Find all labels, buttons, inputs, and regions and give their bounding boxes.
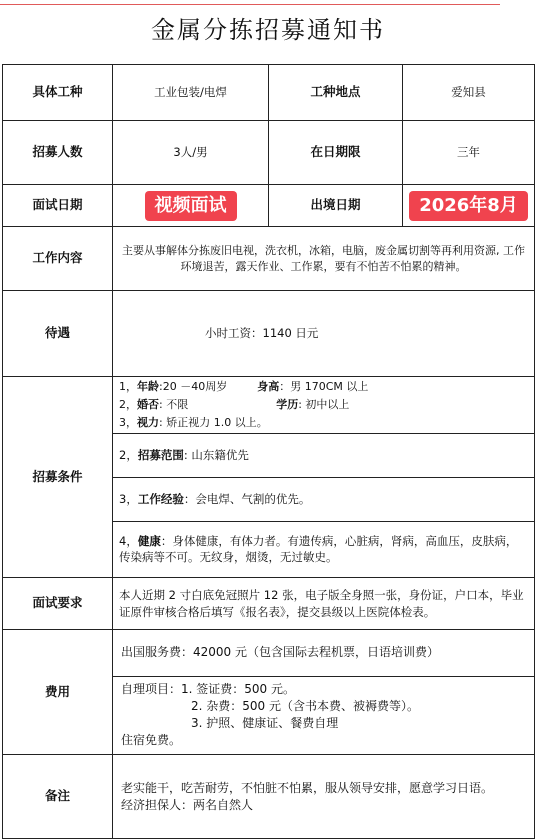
req-health xyxy=(113,531,534,568)
req-age-value: :20 －40周岁 xyxy=(159,380,228,393)
interview-requirements-text: 本人近期 2 寸白底免冠照片 12 张，电子版全身照一张，身份证，户口本，毕业证原件审核合格后填写《报名表》，提交县级以上医院体检表。 xyxy=(119,587,524,619)
req-vision-label: 视力 xyxy=(137,416,159,429)
label-requirements: 招募条件 xyxy=(3,377,113,578)
row-notes xyxy=(3,755,535,839)
req-height-label: 身高 xyxy=(257,380,280,393)
req-marital-label: 婚否 xyxy=(137,398,159,411)
label-interview-date: 面试日期 xyxy=(3,185,113,227)
document-title: 金属分拣招募通知书 xyxy=(151,16,385,44)
req-exp-value: ：会电焊、气割的优先。 xyxy=(183,492,311,506)
label-notes: 备注 xyxy=(3,755,113,839)
label-recruit-count: 招募人数 xyxy=(3,121,113,185)
service-fee-text: 出国服务费：42000 元（包含国际去程机票，日语培训费） xyxy=(121,645,439,660)
work-content-text: 主要从事解体分拣废旧电视，洗衣机，冰箱，电脑，废金属切割等再利用资源, 工作环境退苦，露天作业、工作累，要有不怕苦不怕累的精神。 xyxy=(122,243,525,273)
req-vision xyxy=(113,414,534,432)
video-interview-badge: 视频面试 xyxy=(145,191,237,221)
req-vision-prefix: 3， xyxy=(119,416,137,429)
label-departure-date: 出境日期 xyxy=(269,185,403,227)
self-paid-title: 自理项目：1. 签证费：500 元。 xyxy=(121,681,295,696)
notes-line-1: 老实能干，吃苦耐劳，不怕脏不怕累，服从领导安排，愿意学习日语。 xyxy=(121,780,494,795)
hourly-wage-text: 小时工资：1140 日元 xyxy=(205,326,319,341)
term-value: 三年 xyxy=(403,121,535,185)
label-work-content: 工作内容 xyxy=(3,227,113,291)
row-fees xyxy=(3,630,535,755)
req-edu-value: : 初中以上 xyxy=(298,398,350,411)
row-interview-requirements xyxy=(3,578,535,630)
row-requirements xyxy=(3,377,535,578)
req-scope-label: 招募范围 xyxy=(137,448,184,462)
row-work-content xyxy=(3,227,535,291)
req-scope-prefix: 2， xyxy=(119,448,138,462)
req-health-label: 健康 xyxy=(137,533,161,548)
label-job-type: 具体工种 xyxy=(3,65,113,121)
departure-date-badge: 2026年8月 xyxy=(409,191,528,221)
req-height-value: ：男 170CM 以上 xyxy=(279,380,369,393)
job-type-value: 工业包装/电焊 xyxy=(113,65,269,121)
notes-text xyxy=(113,776,534,818)
req-experience xyxy=(113,490,534,508)
self-paid-item-3: 3. 护照、健康证、餐费自理 xyxy=(191,715,339,730)
lodging-free-text: 住宿免费。 xyxy=(121,732,182,747)
self-paid-items xyxy=(113,677,534,753)
req-edu-label: 学历 xyxy=(276,398,299,411)
label-term: 在日期限 xyxy=(269,121,403,185)
req-marital-prefix: 2， xyxy=(119,398,137,411)
row-dates xyxy=(3,185,535,227)
label-fees: 费用 xyxy=(3,630,113,755)
self-paid-item-2: 2. 杂费：500 元（含书本费、被褥费等）。 xyxy=(191,698,419,713)
label-interview-requirements: 面试要求 xyxy=(3,578,113,630)
label-work-location: 工种地点 xyxy=(269,65,403,121)
label-pay: 待遇 xyxy=(3,291,113,377)
row-count-term xyxy=(3,121,535,185)
row-pay xyxy=(3,291,535,377)
req-exp-label: 工作经验 xyxy=(137,492,184,506)
fees-subtable xyxy=(113,630,534,754)
recruit-count-value: 3人/男 xyxy=(113,121,269,185)
req-exp-prefix: 3， xyxy=(119,492,138,506)
req-scope-value: : 山东籍优先 xyxy=(183,448,249,462)
req-vision-value: : 矫正视力 1.0 以上。 xyxy=(159,416,268,429)
requirements-subtable xyxy=(113,377,534,577)
req-age-prefix: 1， xyxy=(119,380,137,393)
req-marital-value: : 不限 xyxy=(159,398,189,411)
req-scope xyxy=(113,446,534,464)
notes-line-2: 经济担保人：两名自然人 xyxy=(121,797,254,812)
row-type-location xyxy=(3,65,535,121)
work-location-value: 爱知县 xyxy=(403,65,535,121)
req-age-height xyxy=(113,378,534,396)
top-rule xyxy=(0,4,500,5)
req-age-label: 年龄 xyxy=(137,380,159,393)
req-marital-edu xyxy=(113,396,534,414)
req-health-prefix: 4， xyxy=(119,533,138,548)
req-health-value: ：身体健康，有体力者。有遗传病，心脏病，肾病，高血压，皮肤病，传染病等不可。无纹身，烟烫，无过敏史。 xyxy=(119,533,518,565)
recruitment-table xyxy=(2,64,535,839)
